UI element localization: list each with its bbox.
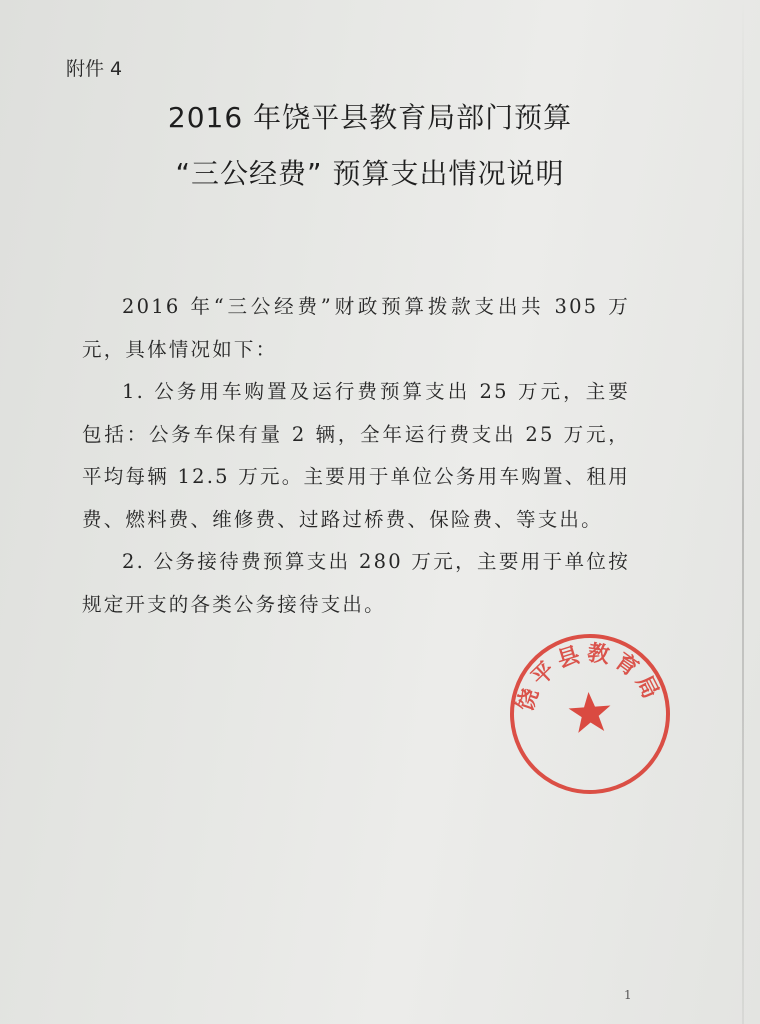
seal-star-icon: [568, 691, 613, 734]
paragraph-reception-costs: 2. 公务接待费预算支出 280 万元，主要用于单位按规定开支的各类公务接待支出。: [82, 550, 630, 616]
document-body: [82, 286, 630, 626]
paragraph-summary: 2016 年“三公经费”财政预算拨款支出共 305 万元，具体情况如下：: [82, 295, 630, 361]
document-title-line1: 2016 年饶平县教育局部门预算: [167, 101, 573, 134]
document-title-line2: “三公经费” 预算支出情况说明: [175, 157, 565, 190]
attachment-label: 附件 4: [66, 58, 123, 80]
paragraph-vehicle-costs: 1. 公务用车购置及运行费预算支出 25 万元，主要包括：公务车保有量 2 辆，全年运行费支出 25 万元，平均每辆 12.5 万元。主要用于单位公务用车购置、租用费、燃料费、维修费、过路过桥费、保险费、等支出。: [82, 380, 630, 531]
official-seal-stamp: [500, 624, 679, 803]
page-number: 1: [624, 988, 632, 1002]
page-fold-shadow: [742, 0, 744, 1024]
svg-text:饶平县教育局: 饶平县教育局: [513, 640, 666, 715]
